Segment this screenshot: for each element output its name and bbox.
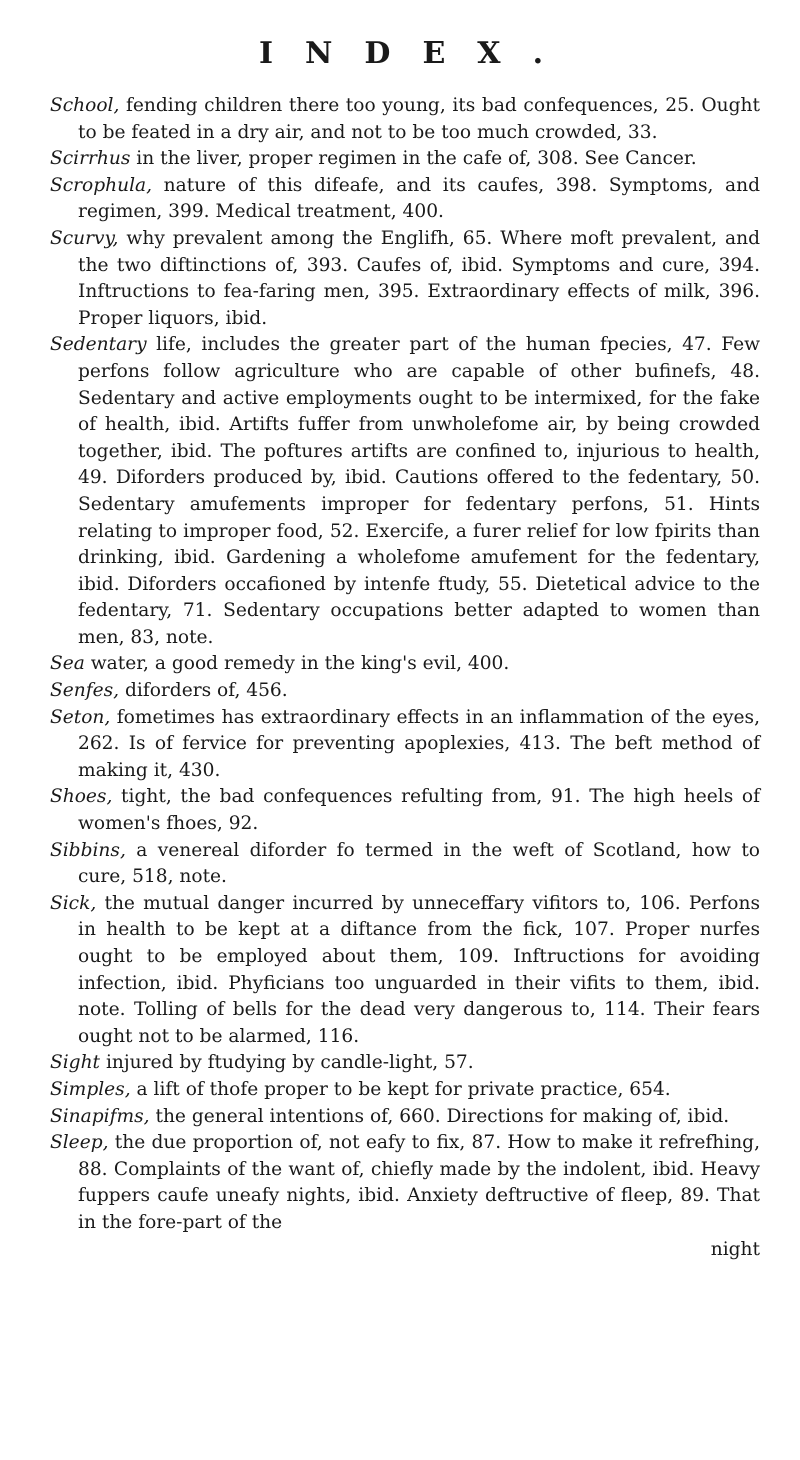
entry-heading: Sight — [50, 1052, 101, 1074]
index-entries — [50, 93, 760, 1237]
entry-heading: School, — [50, 95, 120, 116]
entry-text: why prevalent among the Englifh, 65. Where moft prevalent, and the two diftinctions of, 393. Caufes of, ibid. Symptoms and cure, 394. Inftructions to fea-faring men, 395. Extraordinary effects of milk, 396. Proper liquors, ibid. — [78, 227, 760, 329]
entry-heading: Sibbins, — [50, 839, 126, 861]
index-entry — [50, 93, 760, 146]
index-entry — [50, 705, 760, 785]
index-entry — [50, 678, 760, 705]
index-entry — [50, 226, 760, 332]
entry-heading: Seton, — [50, 706, 111, 728]
entry-heading: Scurvy, — [50, 227, 119, 249]
index-entry — [50, 1050, 760, 1077]
entry-heading: Simples, — [50, 1078, 131, 1100]
catchword: night — [710, 1238, 760, 1260]
index-entry — [50, 651, 760, 678]
index-entry — [50, 332, 760, 651]
entry-text: in the liver, proper regimen in the cafe of, 308. See Cancer. — [130, 148, 697, 170]
entry-heading: Sleep, — [50, 1132, 109, 1154]
entry-heading: Sinapifms, — [50, 1105, 150, 1127]
entry-heading: Sedentary — [50, 334, 147, 356]
index-entry — [50, 838, 760, 891]
entry-text: nature of this difeafe, and its caufes, 398. Symptoms, and regimen, 399. Medical treatment, 400. — [78, 174, 760, 223]
entry-text: the mutual danger incurred by unneceffary vifitors to, 106. Perfons in health to be kept at a diftance from the fick, 107. Proper nurfes ought to be employed about them, 109. Inftructions for avoiding infection, ibid. Phyficians too unguarded in their vifits to them, ibid. note. Tolling of bells for the dead very dangerous to, 114. Their fears ought not to be alarmed, 116. — [78, 892, 760, 1047]
index-entry — [50, 891, 760, 1051]
index-entry — [50, 146, 760, 173]
entry-heading: Scirrhus — [50, 148, 131, 170]
entry-text: diforders of, 456. — [119, 680, 288, 702]
index-entry — [50, 784, 760, 837]
entry-text: injured by ftudying by candle-light, 57. — [100, 1052, 474, 1074]
entry-text: fending children there too young, its bad confequences, 25. Ought to be feated in a dry air, and not to be too much crowded, 33. — [78, 95, 760, 143]
entry-text: life, includes the greater part of the human fpecies, 47. Few perfons follow agriculture who are capable of other bufinefs, 48. Sedentary and active employments ought to be intermixed, for the fake of health, ibid. Artifts fuffer from unwholefome air, by being crowded together, ibid. The poftures artifts are confined to, injurious to health, 49. Diforders produced by, ibid. Cautions offered to the fedentary, 50. Sedentary amufements improper for fedentary perfons, 51. Hints relating to improper food, 52. Exercife, a furer relief for low fpirits than drinking, ibid. Gardening a wholefome amufement for the fedentary, ibid. Diforders occafioned by intenfe ftudy, 55. Dietetical advice to the fedentary, 71. Sedentary occupations better adapted to women than men, 83, note. — [78, 334, 760, 648]
index-entry — [50, 1104, 760, 1131]
entry-text: tight, the bad confequences refulting from, 91. The high heels of women's fhoes, 92. — [78, 786, 760, 835]
entry-heading: Shoes, — [50, 786, 113, 808]
entry-text: the due proportion of, not eafy to fix, 87. How to make it refrefhing, 88. Complaints of the want of, chiefly made by the indolent, ibid. Heavy fuppers caufe uneafy nights, ibid. Anxiety deftructive of fleep, 89. That in the fore-part of the — [78, 1132, 760, 1233]
entry-text: water, a good remedy in the king's evil, 400. — [84, 653, 510, 675]
entry-text: the general intentions of, 660. Directions for making of, ibid. — [149, 1105, 730, 1127]
entry-text: a lift of thofe proper to be kept for private practice, 654. — [130, 1078, 671, 1100]
entry-heading: Senfes, — [50, 680, 120, 702]
index-entry — [50, 1077, 760, 1104]
entry-heading: Sick, — [50, 892, 97, 914]
entry-heading: Scrophula, — [50, 174, 153, 196]
entry-text: fometimes has extraordinary effects in an inflammation of the eyes, 262. Is of fervice for preventing apoplexies, 413. The beft method of making it, 430. — [78, 706, 760, 781]
index-entry — [50, 1130, 760, 1236]
index-entry — [50, 173, 760, 226]
entry-heading: Sea — [50, 653, 85, 675]
entry-text: a venereal diforder fo termed in the weft of Scotland, how to cure, 518, note. — [78, 839, 760, 888]
page-header: INDEX. — [258, 36, 576, 71]
